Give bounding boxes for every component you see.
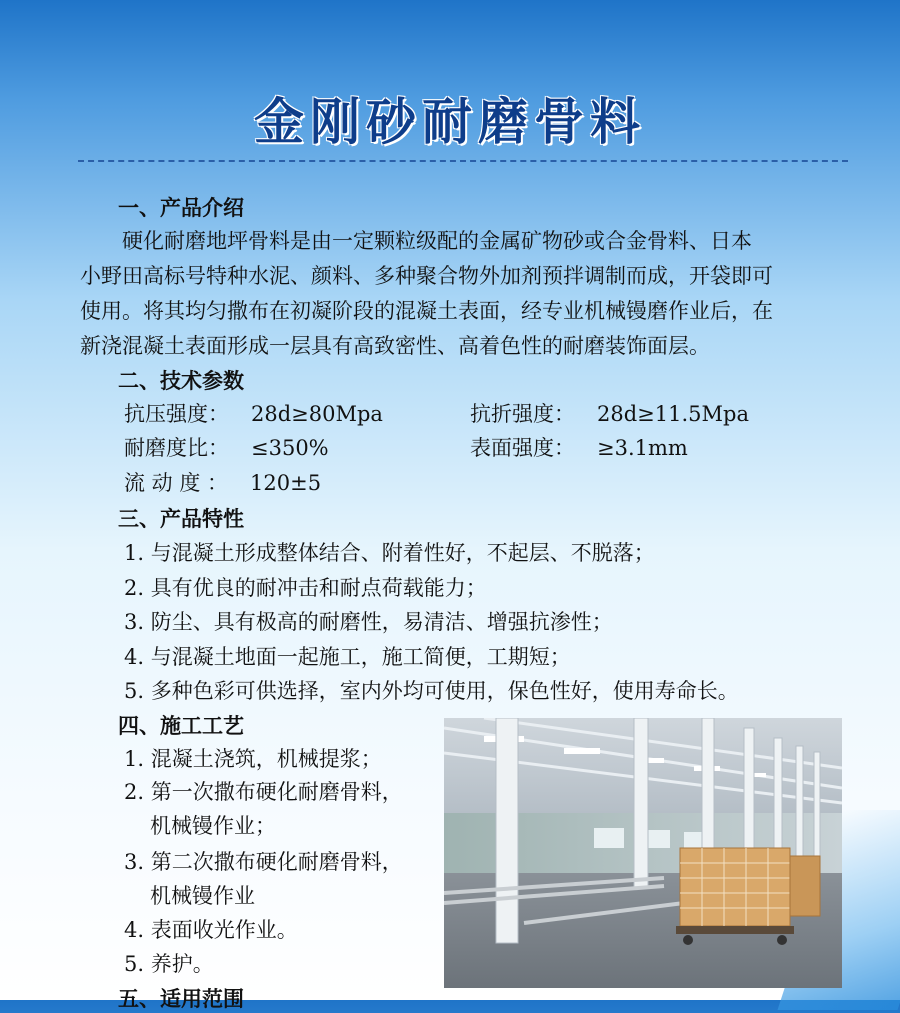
- param-label: 流 动 度 ：: [124, 471, 229, 495]
- feature-item: 3. 防尘、具有极高的耐磨性，易清洁、增强抗渗性；: [124, 610, 613, 634]
- param-wear-ratio: [124, 432, 329, 462]
- param-surface-strength: [470, 432, 688, 462]
- param-value: 120±5: [250, 471, 322, 495]
- section-heading-scope: 五、适用范围: [118, 987, 244, 1011]
- feature-item: 4. 与混凝土地面一起施工，施工简便，工期短；: [124, 645, 571, 669]
- param-label: 抗压强度：: [124, 402, 229, 426]
- intro-paragraph: [80, 224, 850, 364]
- intro-line: 小野田高标号特种水泥、颜料、多种聚合物外加剂预拌调制而成，开袋即可: [80, 264, 773, 288]
- process-step: 2. 第一次撒布硬化耐磨骨料，: [124, 780, 403, 804]
- warehouse-photo: [444, 718, 842, 988]
- param-label: 抗折强度：: [470, 402, 575, 426]
- intro-line: 使用。将其均匀撒布在初凝阶段的混凝土表面，经专业机械镘磨作业后，在: [80, 299, 773, 323]
- title-divider: [78, 160, 848, 162]
- process-step: 5. 养护。: [124, 952, 214, 976]
- process-step: 4. 表面收光作业。: [124, 918, 298, 942]
- intro-line: 硬化耐磨地坪骨料是由一定颗粒级配的金属矿物砂或合金骨料、日本: [122, 229, 752, 253]
- process-step: 3. 第二次撒布硬化耐磨骨料，: [124, 850, 403, 874]
- param-label: 表面强度：: [470, 436, 575, 460]
- section-heading-params: 二、技术参数: [118, 369, 244, 393]
- section-heading-features: 三、产品特性: [118, 507, 244, 531]
- process-step: 1. 混凝土浇筑，机械提浆；: [124, 747, 382, 771]
- param-value: ≥3.1mm: [597, 436, 688, 460]
- param-value: ≤350%: [251, 436, 329, 460]
- param-compressive: [124, 398, 383, 428]
- feature-item: 1. 与混凝土形成整体结合、附着性好，不起层、不脱落；: [124, 541, 655, 565]
- section-heading-process: 四、施工工艺: [118, 714, 244, 738]
- feature-item: 2. 具有优良的耐冲击和耐点荷载能力；: [124, 576, 487, 600]
- intro-line: 新浇混凝土表面形成一层具有高致密性、高着色性的耐磨装饰面层。: [80, 334, 710, 358]
- section-heading-intro: 一、产品介绍: [118, 196, 244, 220]
- page-title: 金刚砂耐磨骨料: [254, 93, 646, 151]
- process-step-continued: 机械镘作业: [150, 884, 255, 908]
- feature-item: 5. 多种色彩可供选择，室内外均可使用，保色性好，使用寿命长。: [124, 679, 739, 703]
- process-step-continued: 机械镘作业；: [150, 814, 276, 838]
- param-value: 28d≥11.5Mpa: [597, 402, 749, 426]
- param-fluidity: [124, 467, 321, 497]
- param-flexural: [470, 398, 749, 428]
- param-label: 耐磨度比：: [124, 436, 229, 460]
- param-value: 28d≥80Mpa: [251, 402, 383, 426]
